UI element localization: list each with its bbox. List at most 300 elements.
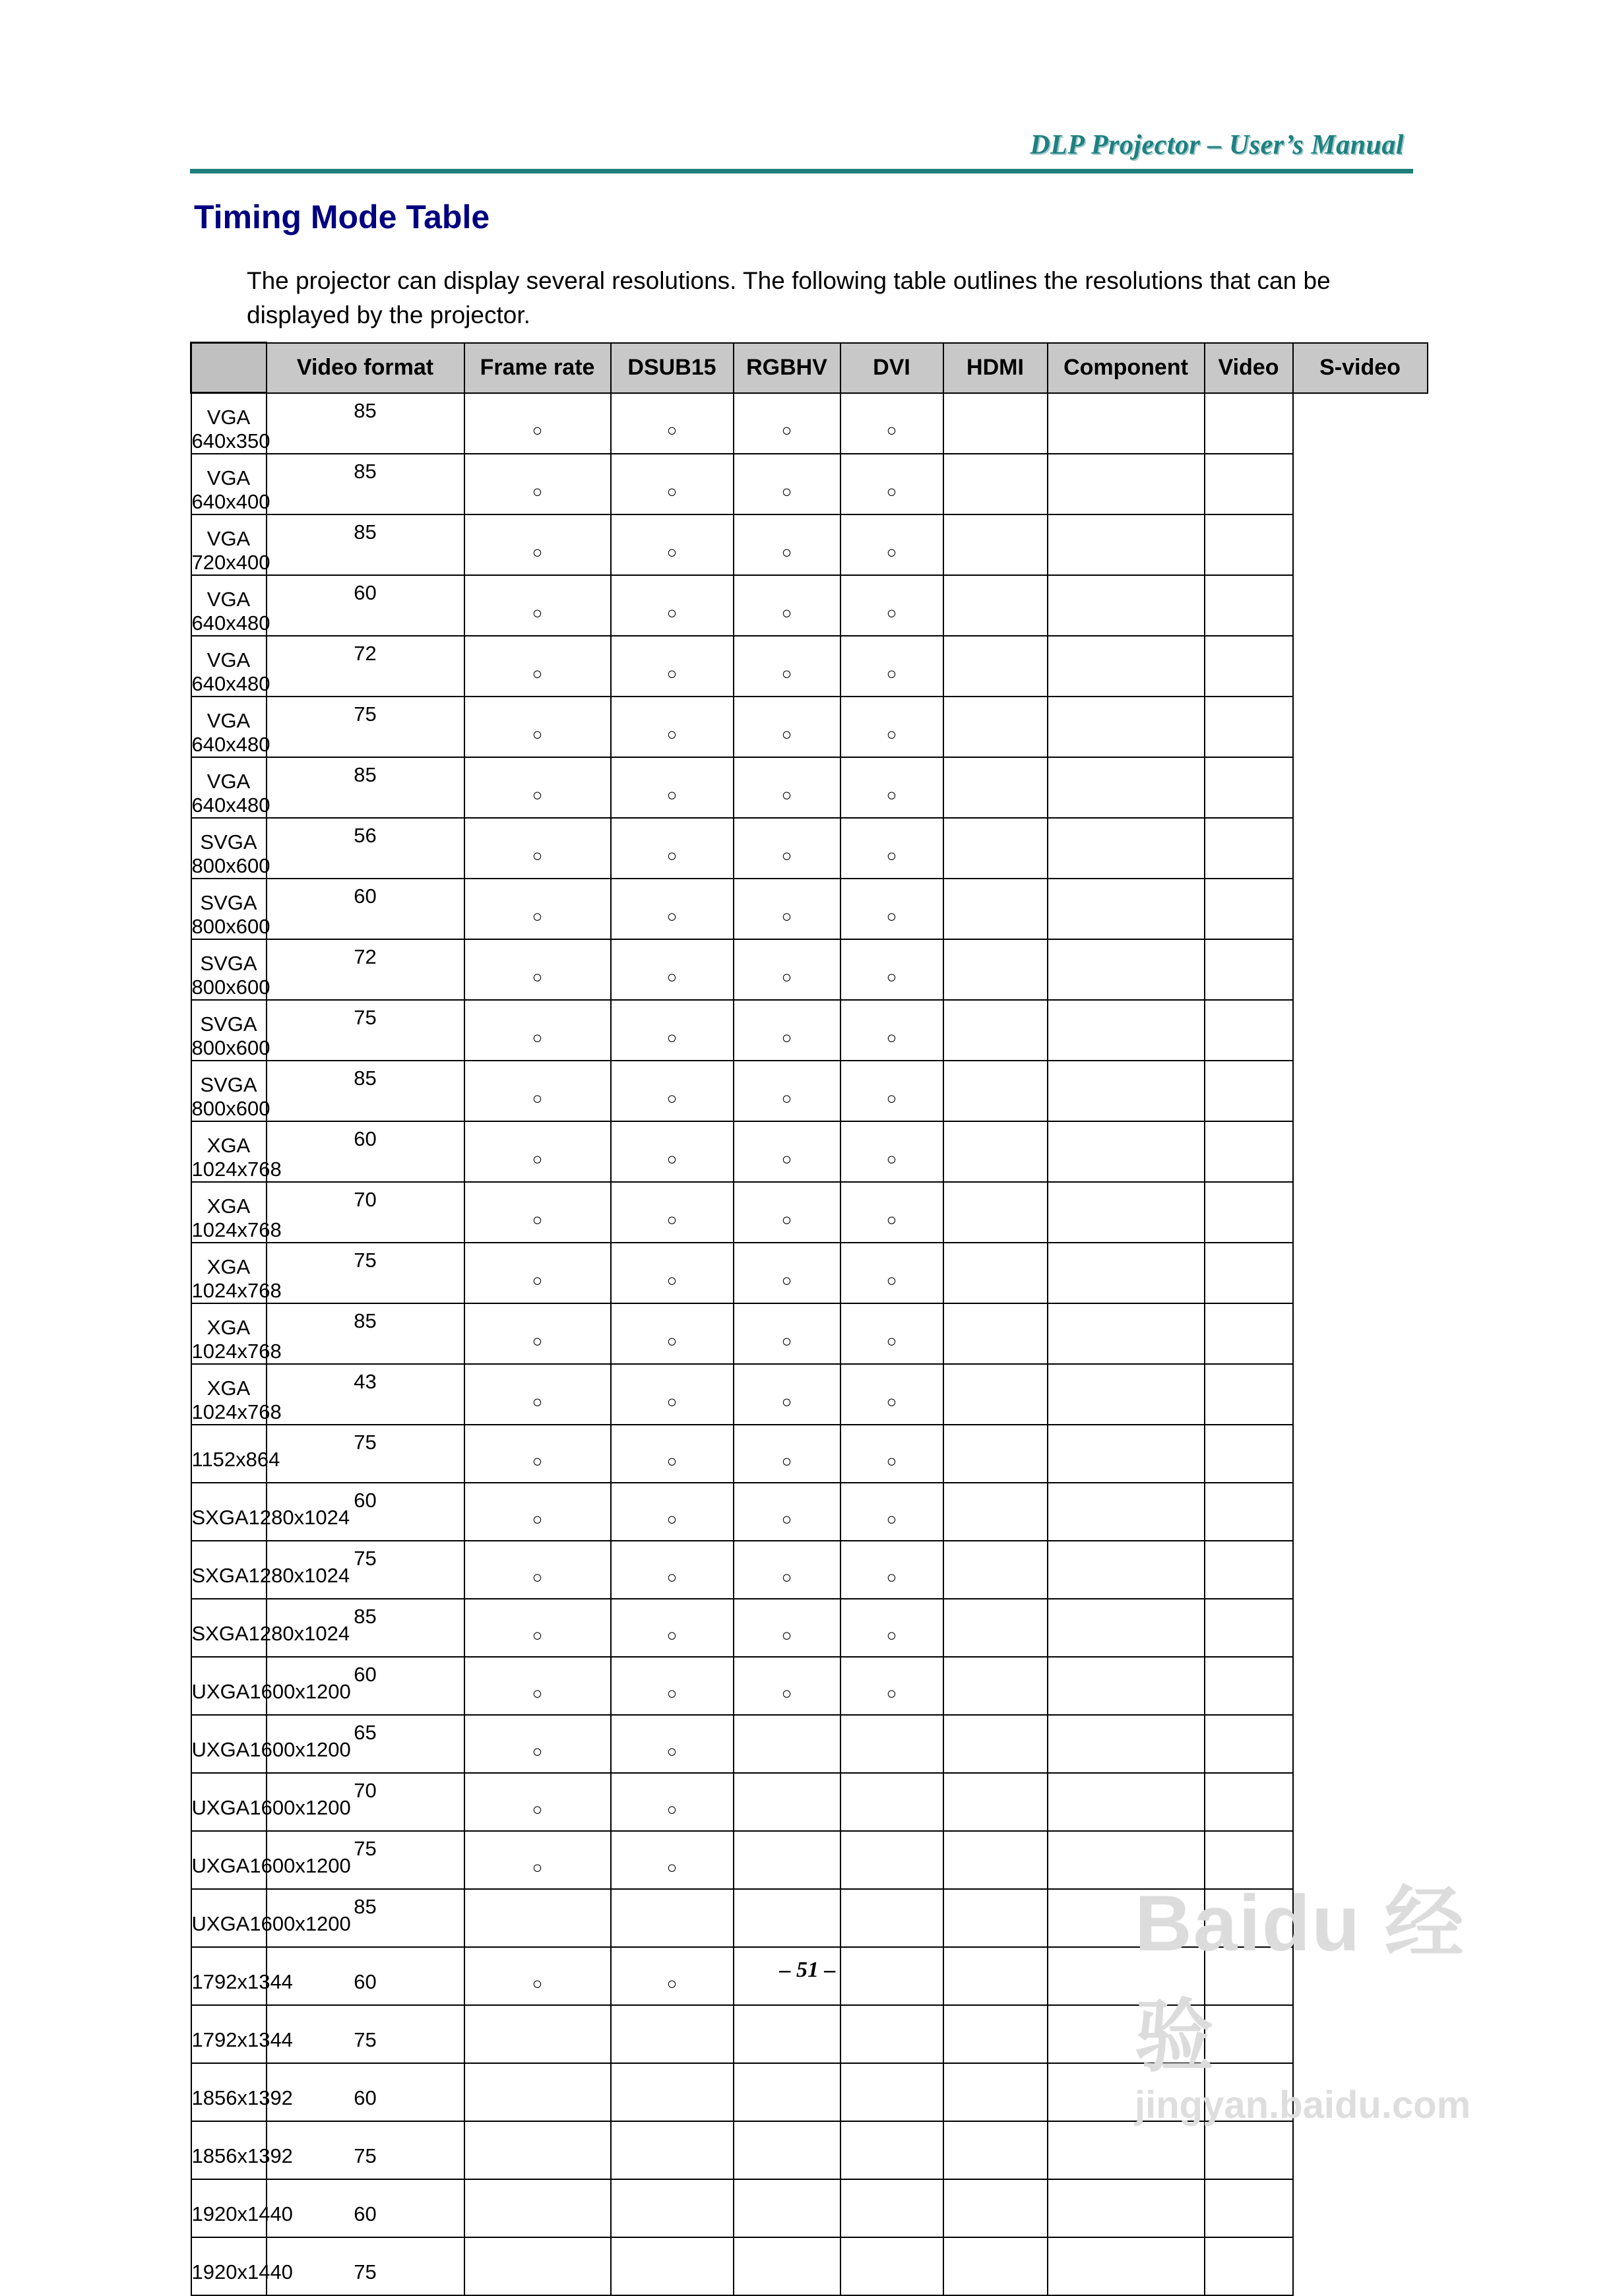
support-mark-cell: ○ <box>734 818 840 879</box>
empty-cell <box>1205 1303 1293 1364</box>
frame-rate-cell: 75 <box>267 1425 464 1483</box>
column-header: DSUB15 <box>611 343 734 393</box>
support-mark-cell: ○ <box>464 1303 611 1364</box>
empty-cell <box>1048 1243 1205 1303</box>
table-row <box>191 1773 1428 1831</box>
frame-rate-cell: 72 <box>267 939 464 1000</box>
support-mark-cell: ○ <box>464 1773 611 1831</box>
empty-cell <box>464 2005 611 2063</box>
empty-cell <box>943 1483 1048 1541</box>
empty-cell <box>943 393 1048 454</box>
support-mark-cell: ○ <box>734 697 840 757</box>
empty-cell <box>1205 1243 1293 1303</box>
frame-rate-cell: 60 <box>267 1947 464 2005</box>
video-format-cell: VGA 640x350 <box>191 393 267 454</box>
support-mark-cell: ○ <box>840 1182 943 1243</box>
empty-cell <box>943 1303 1048 1364</box>
support-mark-cell: ○ <box>464 879 611 939</box>
empty-cell <box>1048 879 1205 939</box>
video-format-cell: 1920x1440 <box>191 2237 267 2295</box>
table-row <box>191 1541 1428 1599</box>
empty-cell <box>464 2237 611 2295</box>
empty-cell <box>464 1889 611 1947</box>
empty-cell <box>1048 1541 1205 1599</box>
support-mark-cell: ○ <box>840 818 943 879</box>
empty-cell <box>1048 393 1205 454</box>
empty-cell <box>1048 1483 1205 1541</box>
video-format-cell: SXGA1280x1024 <box>191 1483 267 1541</box>
empty-cell <box>1048 1364 1205 1425</box>
empty-cell <box>1205 1121 1293 1182</box>
table-row <box>191 636 1428 697</box>
empty-cell <box>943 1889 1048 1947</box>
support-mark-cell: ○ <box>611 514 734 575</box>
empty-cell <box>1048 1182 1205 1243</box>
video-format-cell: 1792x1344 <box>191 2005 267 2063</box>
frame-rate-cell: 75 <box>267 2121 464 2179</box>
support-mark-cell: ○ <box>734 575 840 636</box>
column-header: HDMI <box>943 343 1048 393</box>
empty-cell <box>611 2237 734 2295</box>
empty-cell <box>943 1182 1048 1243</box>
support-mark-cell: ○ <box>611 697 734 757</box>
video-format-cell: SXGA1280x1024 <box>191 1541 267 1599</box>
empty-cell <box>734 2179 840 2237</box>
empty-cell <box>943 2005 1048 2063</box>
empty-cell <box>464 2063 611 2121</box>
empty-cell <box>1048 454 1205 514</box>
support-mark-cell: ○ <box>464 1182 611 1243</box>
support-mark-cell: ○ <box>840 757 943 818</box>
support-mark-cell: ○ <box>840 636 943 697</box>
support-mark-cell: ○ <box>734 1483 840 1541</box>
empty-cell <box>943 2063 1048 2121</box>
empty-cell <box>1205 1425 1293 1483</box>
table-row <box>191 1061 1428 1121</box>
empty-cell <box>611 2063 734 2121</box>
frame-rate-cell: 85 <box>267 1599 464 1657</box>
support-mark-cell: ○ <box>464 1061 611 1121</box>
empty-cell <box>734 2237 840 2295</box>
support-mark-cell: ○ <box>611 1061 734 1121</box>
support-mark-cell: ○ <box>734 636 840 697</box>
empty-cell <box>1205 1657 1293 1715</box>
support-mark-cell: ○ <box>464 1831 611 1889</box>
video-format-cell: 1920x1440 <box>191 2179 267 2237</box>
support-mark-cell: ○ <box>464 1947 611 2005</box>
empty-cell <box>943 636 1048 697</box>
table-row <box>191 2179 1428 2237</box>
support-mark-cell: ○ <box>464 1121 611 1182</box>
table-row <box>191 697 1428 757</box>
empty-cell <box>840 2063 943 2121</box>
frame-rate-cell: 60 <box>267 1483 464 1541</box>
video-format-cell: SXGA1280x1024 <box>191 1599 267 1657</box>
video-format-cell: XGA 1024x768 <box>191 1303 267 1364</box>
column-header: Video format <box>267 343 464 393</box>
support-mark-cell: ○ <box>840 454 943 514</box>
table-row <box>191 1599 1428 1657</box>
empty-cell <box>1048 1121 1205 1182</box>
frame-rate-cell: 75 <box>267 2005 464 2063</box>
support-mark-cell: ○ <box>840 514 943 575</box>
empty-cell <box>840 1715 943 1773</box>
table-row <box>191 1425 1428 1483</box>
support-mark-cell: ○ <box>734 1599 840 1657</box>
empty-cell <box>943 1657 1048 1715</box>
column-header: S-video <box>1293 343 1428 393</box>
frame-rate-cell: 72 <box>267 636 464 697</box>
support-mark-cell: ○ <box>464 1541 611 1599</box>
empty-cell <box>1048 1773 1205 1831</box>
video-format-cell: UXGA1600x1200 <box>191 1831 267 1889</box>
frame-rate-cell: 75 <box>267 1000 464 1061</box>
support-mark-cell: ○ <box>840 393 943 454</box>
support-mark-cell: ○ <box>464 1657 611 1715</box>
support-mark-cell: ○ <box>734 939 840 1000</box>
empty-cell <box>611 2179 734 2237</box>
empty-cell <box>1048 2121 1205 2179</box>
support-mark-cell: ○ <box>611 879 734 939</box>
empty-cell <box>1048 757 1205 818</box>
table-row <box>191 757 1428 818</box>
empty-cell <box>1048 2179 1205 2237</box>
empty-cell <box>611 1889 734 1947</box>
video-format-cell: VGA 640x480 <box>191 757 267 818</box>
support-mark-cell: ○ <box>464 393 611 454</box>
empty-cell <box>1048 1599 1205 1657</box>
table-row <box>191 2237 1428 2295</box>
side-shaded-column <box>191 343 267 393</box>
table-row <box>191 1657 1428 1715</box>
video-format-cell: VGA 640x480 <box>191 697 267 757</box>
support-mark-cell: ○ <box>464 1243 611 1303</box>
video-format-cell: VGA 640x480 <box>191 575 267 636</box>
support-mark-cell: ○ <box>611 1541 734 1599</box>
empty-cell <box>1205 818 1293 879</box>
empty-cell <box>840 2179 943 2237</box>
support-mark-cell: ○ <box>840 1364 943 1425</box>
support-mark-cell: ○ <box>840 697 943 757</box>
video-format-cell: VGA 640x400 <box>191 454 267 514</box>
frame-rate-cell: 85 <box>267 454 464 514</box>
watermark-logo: Baidu 经验 <box>1135 1879 1465 2081</box>
table-row <box>191 575 1428 636</box>
support-mark-cell: ○ <box>611 1773 734 1831</box>
frame-rate-cell: 85 <box>267 1303 464 1364</box>
empty-cell <box>464 2121 611 2179</box>
empty-cell <box>943 514 1048 575</box>
empty-cell <box>1205 879 1293 939</box>
support-mark-cell: ○ <box>611 1243 734 1303</box>
empty-cell <box>1205 2237 1293 2295</box>
video-format-cell: UXGA1600x1200 <box>191 1715 267 1773</box>
support-mark-cell: ○ <box>611 1599 734 1657</box>
support-mark-cell: ○ <box>611 939 734 1000</box>
video-format-cell: VGA 720x400 <box>191 514 267 575</box>
video-format-cell: XGA 1024x768 <box>191 1121 267 1182</box>
empty-cell <box>1205 1000 1293 1061</box>
support-mark-cell: ○ <box>840 1541 943 1599</box>
empty-cell <box>840 2121 943 2179</box>
support-mark-cell: ○ <box>464 1364 611 1425</box>
support-mark-cell: ○ <box>464 454 611 514</box>
support-mark-cell: ○ <box>734 1364 840 1425</box>
support-mark-cell: ○ <box>840 1599 943 1657</box>
frame-rate-cell: 85 <box>267 757 464 818</box>
table-row <box>191 1182 1428 1243</box>
support-mark-cell: ○ <box>464 939 611 1000</box>
video-format-cell: VGA 640x480 <box>191 636 267 697</box>
table-row <box>191 879 1428 939</box>
frame-rate-cell: 60 <box>267 2179 464 2237</box>
empty-cell <box>943 1425 1048 1483</box>
empty-cell <box>1205 697 1293 757</box>
support-mark-cell: ○ <box>464 818 611 879</box>
empty-cell <box>943 2237 1048 2295</box>
table-row <box>191 1243 1428 1303</box>
support-mark-cell: ○ <box>734 1425 840 1483</box>
support-mark-cell: ○ <box>734 1303 840 1364</box>
empty-cell <box>1205 2179 1293 2237</box>
empty-cell <box>734 1773 840 1831</box>
table-row <box>191 1000 1428 1061</box>
empty-cell <box>611 2005 734 2063</box>
empty-cell <box>734 2063 840 2121</box>
empty-cell <box>1205 575 1293 636</box>
table-row <box>191 1303 1428 1364</box>
empty-cell <box>943 939 1048 1000</box>
frame-rate-cell: 60 <box>267 879 464 939</box>
empty-cell <box>1048 514 1205 575</box>
support-mark-cell: ○ <box>611 575 734 636</box>
empty-cell <box>840 1773 943 1831</box>
frame-rate-cell: 56 <box>267 818 464 879</box>
table-row <box>191 2121 1428 2179</box>
support-mark-cell: ○ <box>464 1425 611 1483</box>
empty-cell <box>1205 1599 1293 1657</box>
empty-cell <box>1205 636 1293 697</box>
support-mark-cell: ○ <box>734 757 840 818</box>
support-mark-cell: ○ <box>840 1657 943 1715</box>
video-format-cell: SVGA 800x600 <box>191 1061 267 1121</box>
empty-cell <box>943 2179 1048 2237</box>
empty-cell <box>943 1773 1048 1831</box>
video-format-cell: 1856x1392 <box>191 2063 267 2121</box>
video-format-cell: 1152x864 <box>191 1425 267 1483</box>
table-row <box>191 818 1428 879</box>
support-mark-cell: ○ <box>611 1000 734 1061</box>
support-mark-cell: ○ <box>464 1599 611 1657</box>
empty-cell <box>1205 454 1293 514</box>
empty-cell <box>734 2005 840 2063</box>
support-mark-cell: ○ <box>464 514 611 575</box>
empty-cell <box>1205 514 1293 575</box>
frame-rate-cell: 85 <box>267 1889 464 1947</box>
frame-rate-cell: 75 <box>267 1243 464 1303</box>
empty-cell <box>840 2005 943 2063</box>
header-rule <box>190 169 1413 173</box>
support-mark-cell: ○ <box>611 1831 734 1889</box>
support-mark-cell: ○ <box>611 1715 734 1773</box>
empty-cell <box>1048 697 1205 757</box>
empty-cell <box>943 575 1048 636</box>
page-title: Timing Mode Table <box>194 199 490 235</box>
empty-cell <box>1205 1773 1293 1831</box>
frame-rate-cell: 60 <box>267 2063 464 2121</box>
empty-cell <box>943 1000 1048 1061</box>
column-header: RGBHV <box>734 343 840 393</box>
support-mark-cell: ○ <box>734 1000 840 1061</box>
empty-cell <box>1048 818 1205 879</box>
support-mark-cell: ○ <box>840 879 943 939</box>
empty-cell <box>1048 2237 1205 2295</box>
support-mark-cell: ○ <box>840 1483 943 1541</box>
empty-cell <box>943 1243 1048 1303</box>
table-row <box>191 939 1428 1000</box>
empty-cell <box>943 2121 1048 2179</box>
frame-rate-cell: 70 <box>267 1182 464 1243</box>
video-format-cell: UXGA1600x1200 <box>191 1657 267 1715</box>
empty-cell <box>734 1889 840 1947</box>
support-mark-cell: ○ <box>611 1182 734 1243</box>
support-mark-cell: ○ <box>611 393 734 454</box>
empty-cell <box>943 757 1048 818</box>
empty-cell <box>1205 2121 1293 2179</box>
watermark-url: jingyan.baidu.com <box>1135 2084 1471 2126</box>
empty-cell <box>464 2179 611 2237</box>
empty-cell <box>1048 1715 1205 1773</box>
support-mark-cell: ○ <box>734 1121 840 1182</box>
frame-rate-cell: 60 <box>267 1121 464 1182</box>
frame-rate-cell: 75 <box>267 697 464 757</box>
table-row <box>191 454 1428 514</box>
video-format-cell: SVGA 800x600 <box>191 939 267 1000</box>
support-mark-cell: ○ <box>734 879 840 939</box>
support-mark-cell: ○ <box>464 575 611 636</box>
empty-cell <box>943 454 1048 514</box>
frame-rate-cell: 85 <box>267 514 464 575</box>
support-mark-cell: ○ <box>611 1947 734 2005</box>
empty-cell <box>943 1121 1048 1182</box>
empty-cell <box>1048 1303 1205 1364</box>
empty-cell <box>1205 1061 1293 1121</box>
frame-rate-cell: 75 <box>267 2237 464 2295</box>
baidu-watermark <box>1135 1860 1504 2126</box>
support-mark-cell: ○ <box>734 1657 840 1715</box>
empty-cell <box>1205 1715 1293 1773</box>
empty-cell <box>611 2121 734 2179</box>
support-mark-cell: ○ <box>611 1657 734 1715</box>
support-mark-cell: ○ <box>611 454 734 514</box>
empty-cell <box>734 1715 840 1773</box>
support-mark-cell: ○ <box>611 757 734 818</box>
video-format-cell: UXGA1600x1200 <box>191 1889 267 1947</box>
table-row <box>191 1364 1428 1425</box>
video-format-cell: XGA 1024x768 <box>191 1243 267 1303</box>
support-mark-cell: ○ <box>840 1061 943 1121</box>
support-mark-cell: ○ <box>734 454 840 514</box>
empty-cell <box>1205 939 1293 1000</box>
support-mark-cell: ○ <box>734 1061 840 1121</box>
empty-cell <box>1205 1541 1293 1599</box>
video-format-cell: UXGA1600x1200 <box>191 1773 267 1831</box>
support-mark-cell: ○ <box>840 575 943 636</box>
page-number: – 51 – <box>779 1958 836 1982</box>
support-mark-cell: ○ <box>611 1483 734 1541</box>
table-row <box>191 1483 1428 1541</box>
support-mark-cell: ○ <box>840 1243 943 1303</box>
empty-cell <box>734 2121 840 2179</box>
support-mark-cell: ○ <box>611 636 734 697</box>
table-row <box>191 393 1428 454</box>
empty-cell <box>943 1541 1048 1599</box>
empty-cell <box>1048 1061 1205 1121</box>
frame-rate-cell: 43 <box>267 1364 464 1425</box>
empty-cell <box>943 1831 1048 1889</box>
support-mark-cell: ○ <box>464 1483 611 1541</box>
support-mark-cell: ○ <box>734 1243 840 1303</box>
empty-cell <box>1205 757 1293 818</box>
empty-cell <box>840 2237 943 2295</box>
empty-cell <box>943 1715 1048 1773</box>
table-row <box>191 1121 1428 1182</box>
empty-cell <box>943 818 1048 879</box>
frame-rate-cell: 75 <box>267 1831 464 1889</box>
table-header-row <box>191 343 1428 393</box>
support-mark-cell: ○ <box>840 1303 943 1364</box>
running-header: DLP Projector – User’s Manual <box>1030 130 1404 160</box>
support-mark-cell: ○ <box>734 514 840 575</box>
support-mark-cell: ○ <box>611 818 734 879</box>
empty-cell <box>1048 1425 1205 1483</box>
frame-rate-cell: 65 <box>267 1715 464 1773</box>
video-format-cell: SVGA 800x600 <box>191 1000 267 1061</box>
column-header: Video <box>1205 343 1293 393</box>
empty-cell <box>1205 1483 1293 1541</box>
support-mark-cell: ○ <box>611 1425 734 1483</box>
support-mark-cell: ○ <box>611 1303 734 1364</box>
empty-cell <box>840 1831 943 1889</box>
empty-cell <box>1048 939 1205 1000</box>
support-mark-cell: ○ <box>734 393 840 454</box>
empty-cell <box>1048 575 1205 636</box>
support-mark-cell: ○ <box>840 1425 943 1483</box>
column-header: Component <box>1048 343 1205 393</box>
frame-rate-cell: 70 <box>267 1773 464 1831</box>
video-format-cell: 1792x1344 <box>191 1947 267 2005</box>
frame-rate-cell: 85 <box>267 1061 464 1121</box>
video-format-cell: SVGA 800x600 <box>191 818 267 879</box>
empty-cell <box>1048 1000 1205 1061</box>
frame-rate-cell: 60 <box>267 1657 464 1715</box>
frame-rate-cell: 85 <box>267 393 464 454</box>
frame-rate-cell: 60 <box>267 575 464 636</box>
support-mark-cell: ○ <box>611 1364 734 1425</box>
video-format-cell: SVGA 800x600 <box>191 879 267 939</box>
support-mark-cell: ○ <box>734 1182 840 1243</box>
empty-cell <box>943 879 1048 939</box>
video-format-cell: XGA 1024x768 <box>191 1182 267 1243</box>
video-format-cell: XGA 1024x768 <box>191 1364 267 1425</box>
support-mark-cell: ○ <box>734 1541 840 1599</box>
support-mark-cell: ○ <box>840 939 943 1000</box>
column-header: DVI <box>840 343 943 393</box>
support-mark-cell: ○ <box>464 1000 611 1061</box>
support-mark-cell: ○ <box>840 1121 943 1182</box>
support-mark-cell: ○ <box>464 636 611 697</box>
empty-cell <box>943 697 1048 757</box>
